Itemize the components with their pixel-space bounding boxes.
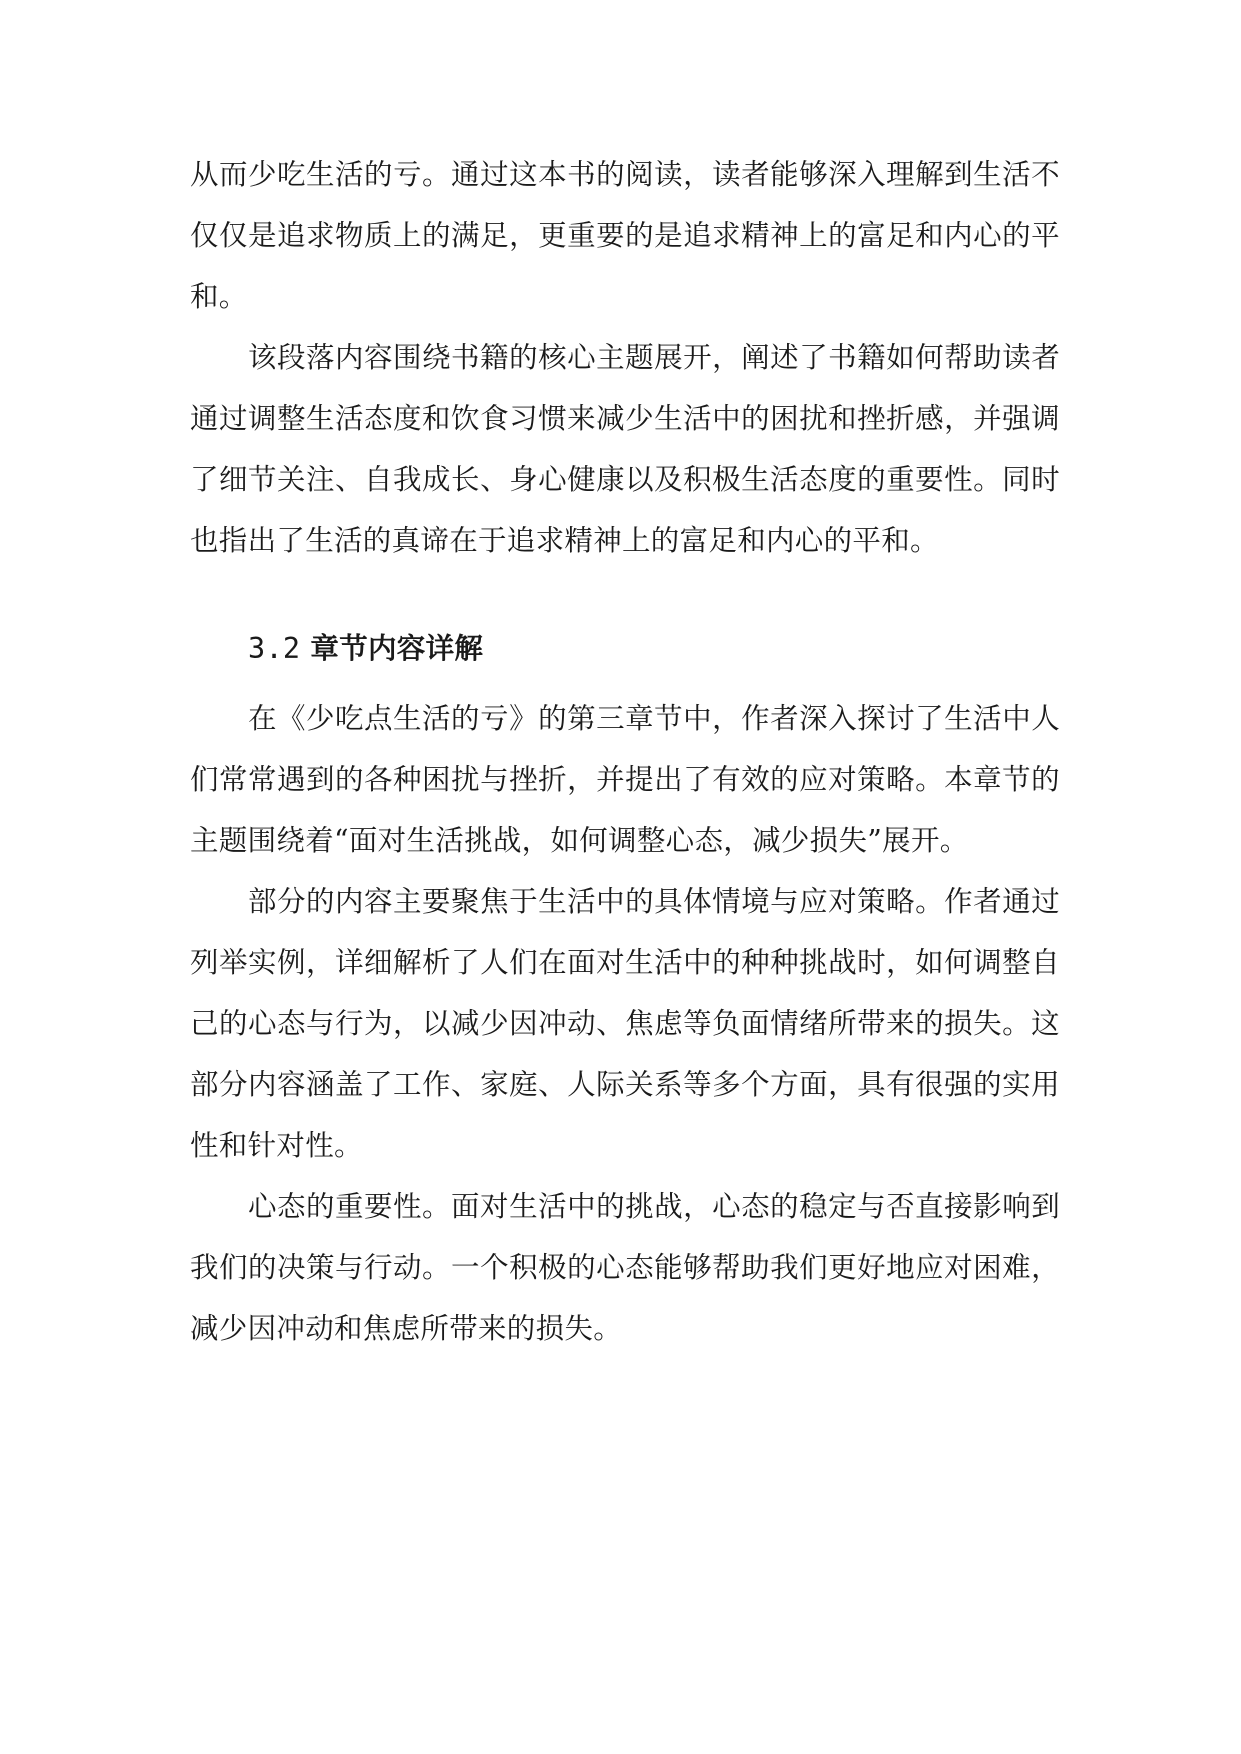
document-body (190, 144, 1060, 1359)
paragraph-mindset: 心态的重要性。面对生活中的挑战，心态的稳定与否直接影响到我们的决策与行动。一个积极的心态能够帮助我们更好地应对困难，减少因冲动和焦虑所带来的损失。 (190, 1190, 1060, 1345)
section-title: 章节内容详解 (310, 631, 484, 665)
paragraph-chapter-intro: 在《少吃点生活的亏》的第三章节中，作者深入探讨了生活中人们常常遇到的各种困扰与挫折，并提出了有效的应对策略。本章节的主题围绕着“面对生活挑战，如何调整心态，减少损失”展开。 (190, 702, 1060, 857)
section-heading (190, 619, 1060, 678)
paragraph-strategies: 部分的内容主要聚焦于生活中的具体情境与应对策略。作者通过列举实例，详细解析了人们在面对生活中的种种挑战时，如何调整自己的心态与行为，以减少因冲动、焦虑等负面情绪所带来的损失。这部分内容涵盖了工作、家庭、人际关系等多个方面，具有很强的实用性和针对性。 (190, 885, 1060, 1162)
paragraph-continuation: 从而少吃生活的亏。通过这本书的阅读，读者能够深入理解到生活不仅仅是追求物质上的满足，更重要的是追求精神上的富足和内心的平和。 (190, 158, 1060, 313)
section-number: 3.2 (248, 632, 301, 665)
paragraph-summary: 该段落内容围绕书籍的核心主题展开，阐述了书籍如何帮助读者通过调整生活态度和饮食习惯来减少生活中的困扰和挫折感，并强调了细节关注、自我成长、身心健康以及积极生活态度的重要性。同时也指出了生活的真谛在于追求精神上的富足和内心的平和。 (190, 341, 1060, 557)
